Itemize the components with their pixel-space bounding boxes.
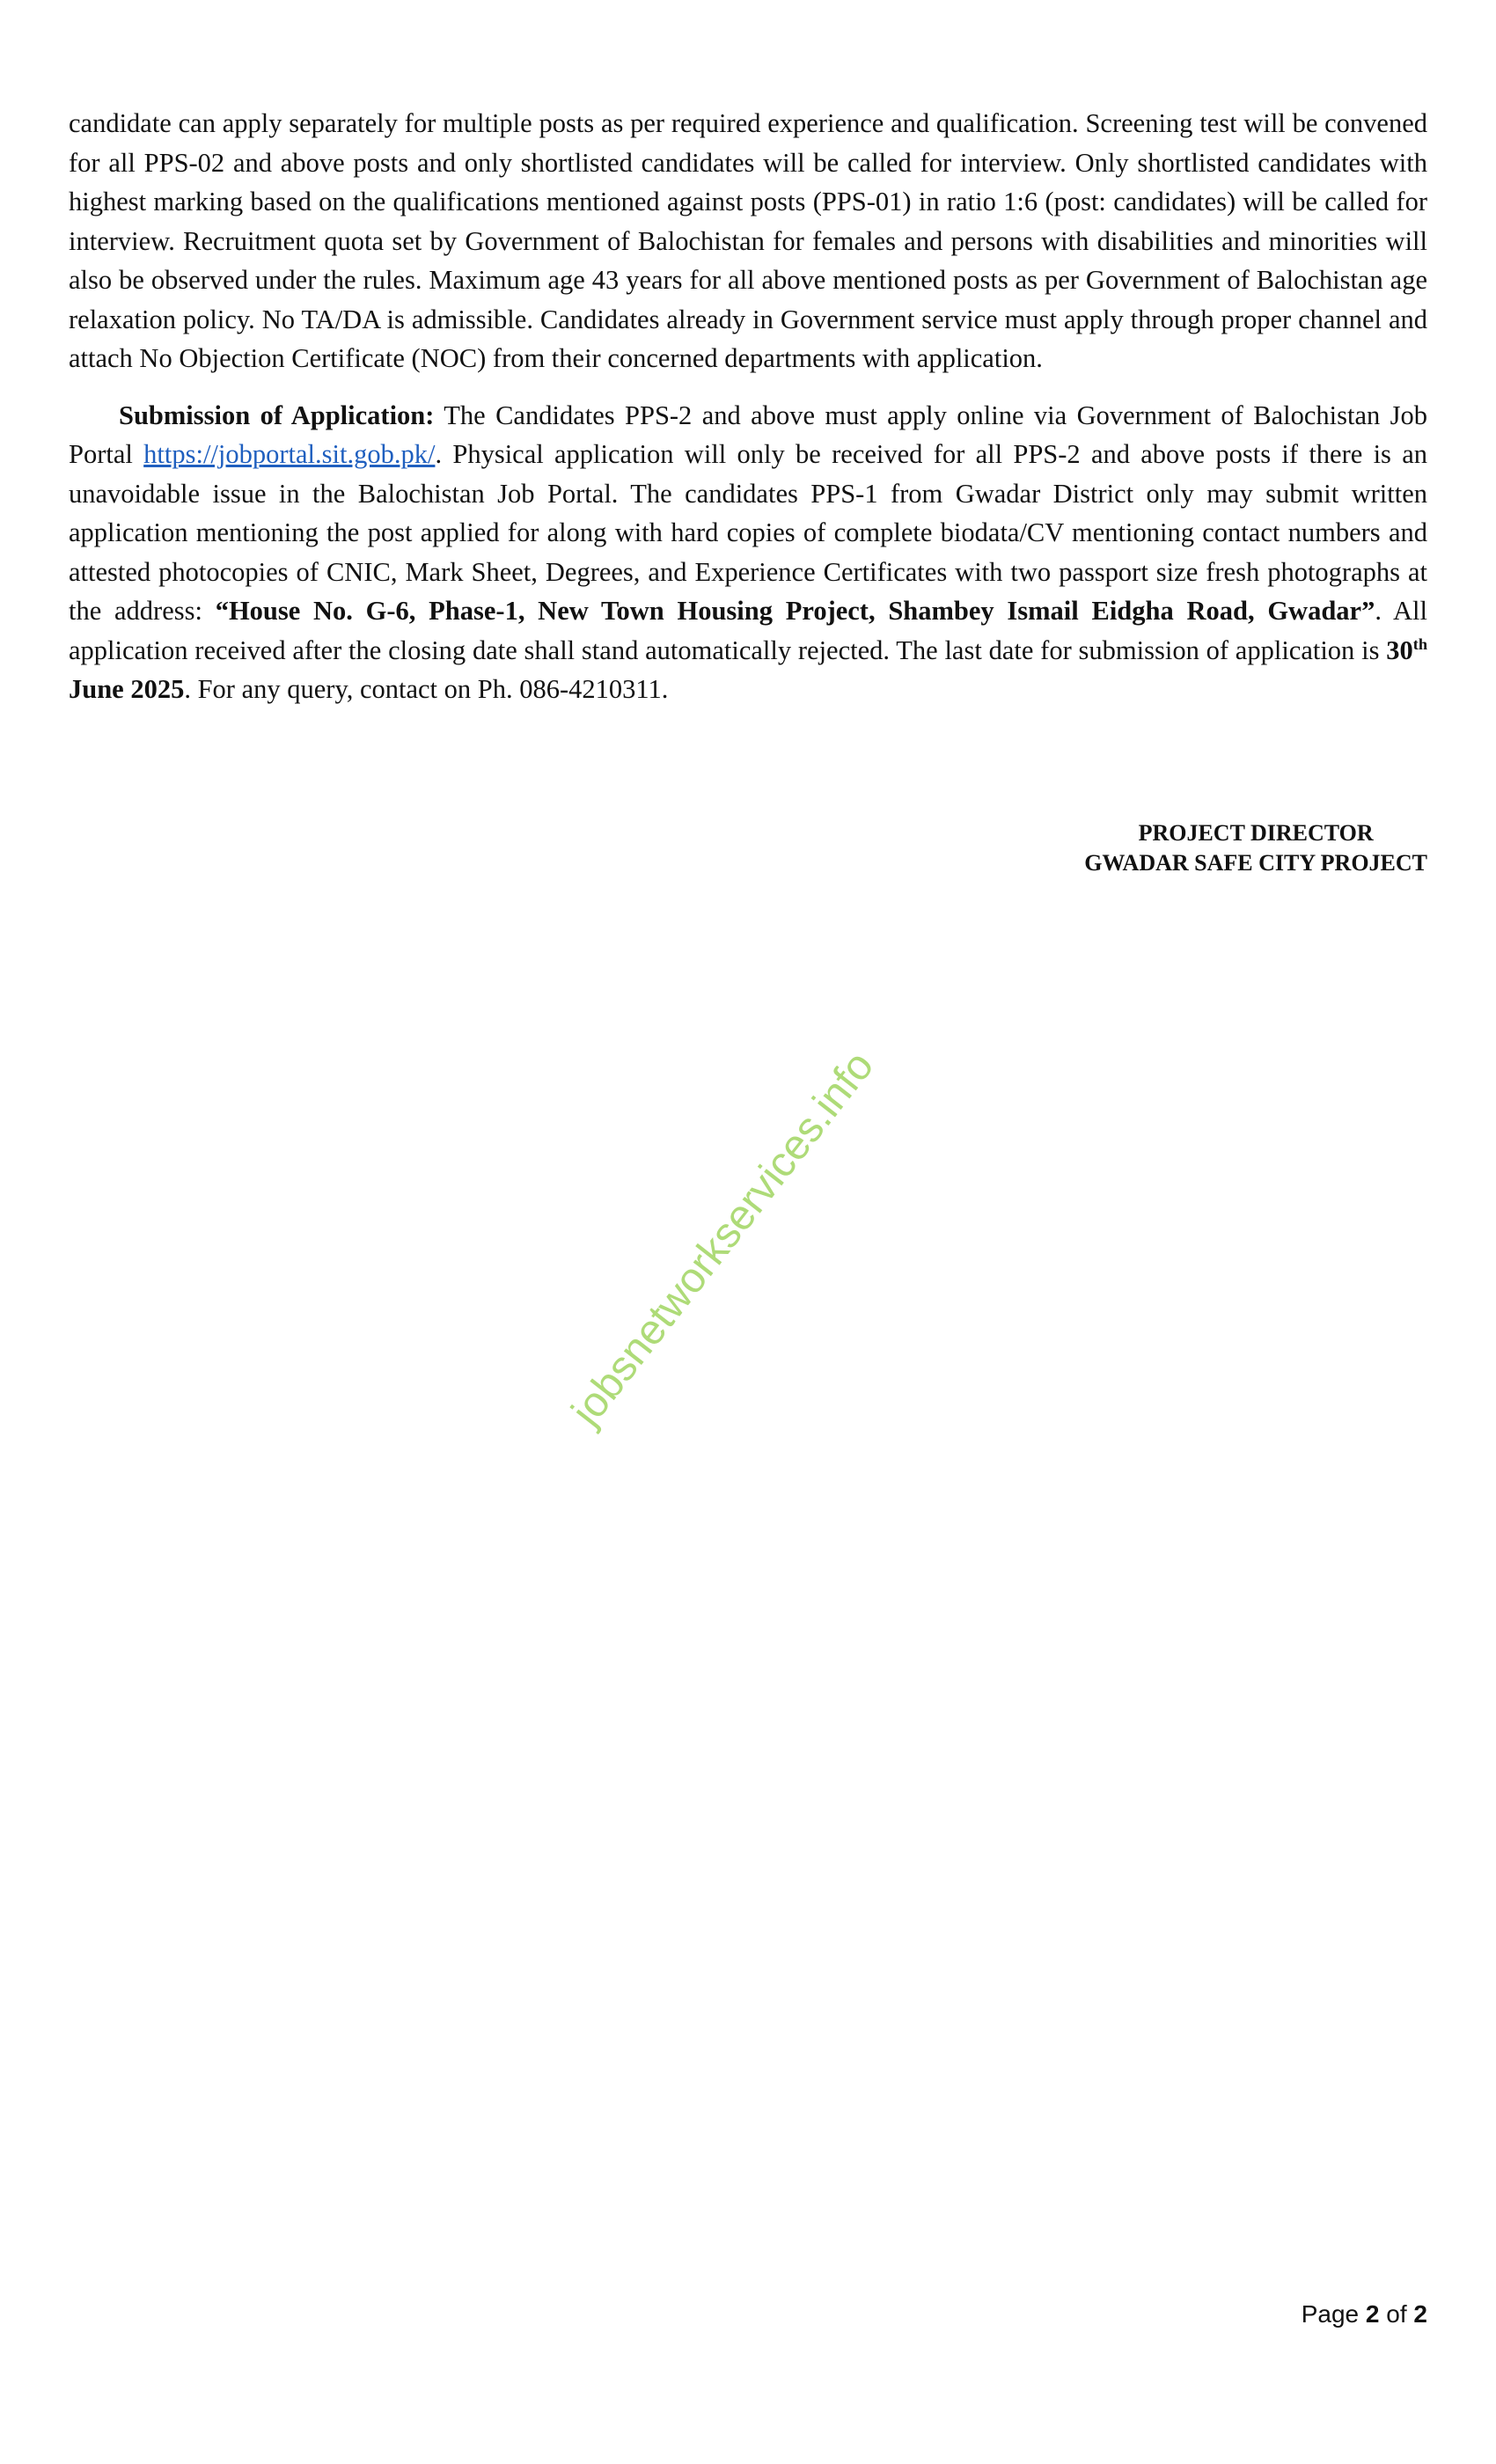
last-date-rest: June 2025 — [69, 674, 185, 704]
page-of-label: of — [1386, 2300, 1407, 2328]
page-current: 2 — [1365, 2300, 1380, 2328]
last-date-suffix: th — [1412, 634, 1427, 653]
submission-address: “House No. G-6, Phase-1, New Town Housing Project, Shambey Ismail Eidgha Road, Gwadar” — [215, 596, 1375, 626]
document-body — [69, 104, 1427, 709]
job-portal-link[interactable]: https://jobportal.sit.gob.pk/ — [143, 439, 436, 469]
page-total: 2 — [1413, 2300, 1427, 2328]
submission-text-3: . All application received after the closing date shall stand automatically rejected. The last date for submission of application is — [69, 596, 1427, 665]
eligibility-paragraph: candidate can apply separately for multiple posts as per required experience and qualification. Screening test will be convened for all PPS-02 and above posts and only shortlisted candidates will be called for interview. Only shortlisted candidates with highest marking based on the qualifications mentioned against posts (PPS-01) in ratio 1:6 (post: candidates) will be called for interview. Recruitment quota set by Government of Balochistan for females and persons with disabilities and minorities will also be observed under the rules. Maximum age 43 years for all above mentioned posts as per Government of Balochistan age relaxation policy. No TA/DA is admissible. Candidates already in Government service must apply through proper channel and attach No Objection Certificate (NOC) from their concerned departments with application. — [69, 108, 1427, 373]
submission-paragraph — [69, 396, 1427, 709]
submission-text-2: . Physical application will only be received for all PPS-2 and above posts if there is an unavoidable issue in the Balochistan Job Portal. The candidates PPS-1 from Gwadar District only may submit written application mentioning the post applied for along with hard copies of complete biodata/CV mentioning contact numbers and attested photocopies of CNIC, Mark Sheet, Degrees, and Experience Certificates with two passport size fresh photographs at the address: — [69, 439, 1427, 626]
signature-block — [1084, 818, 1427, 878]
signature-organization: GWADAR SAFE CITY PROJECT — [1084, 850, 1427, 876]
page-label: Page — [1301, 2300, 1360, 2328]
page-number — [1302, 2300, 1427, 2328]
submission-text-4: . For any query, contact on Ph. 086-4210311. — [184, 674, 669, 704]
signature-title: PROJECT DIRECTOR — [1138, 820, 1374, 846]
submission-text-1: The Candidates PPS-2 and above must apply online via Government of Balochistan Job Portal — [69, 400, 1427, 469]
watermark-text: jobsnetworkservices.info — [562, 1043, 884, 1434]
last-date-day: 30 — [1386, 634, 1413, 665]
submission-heading: Submission of Application: — [119, 400, 435, 430]
